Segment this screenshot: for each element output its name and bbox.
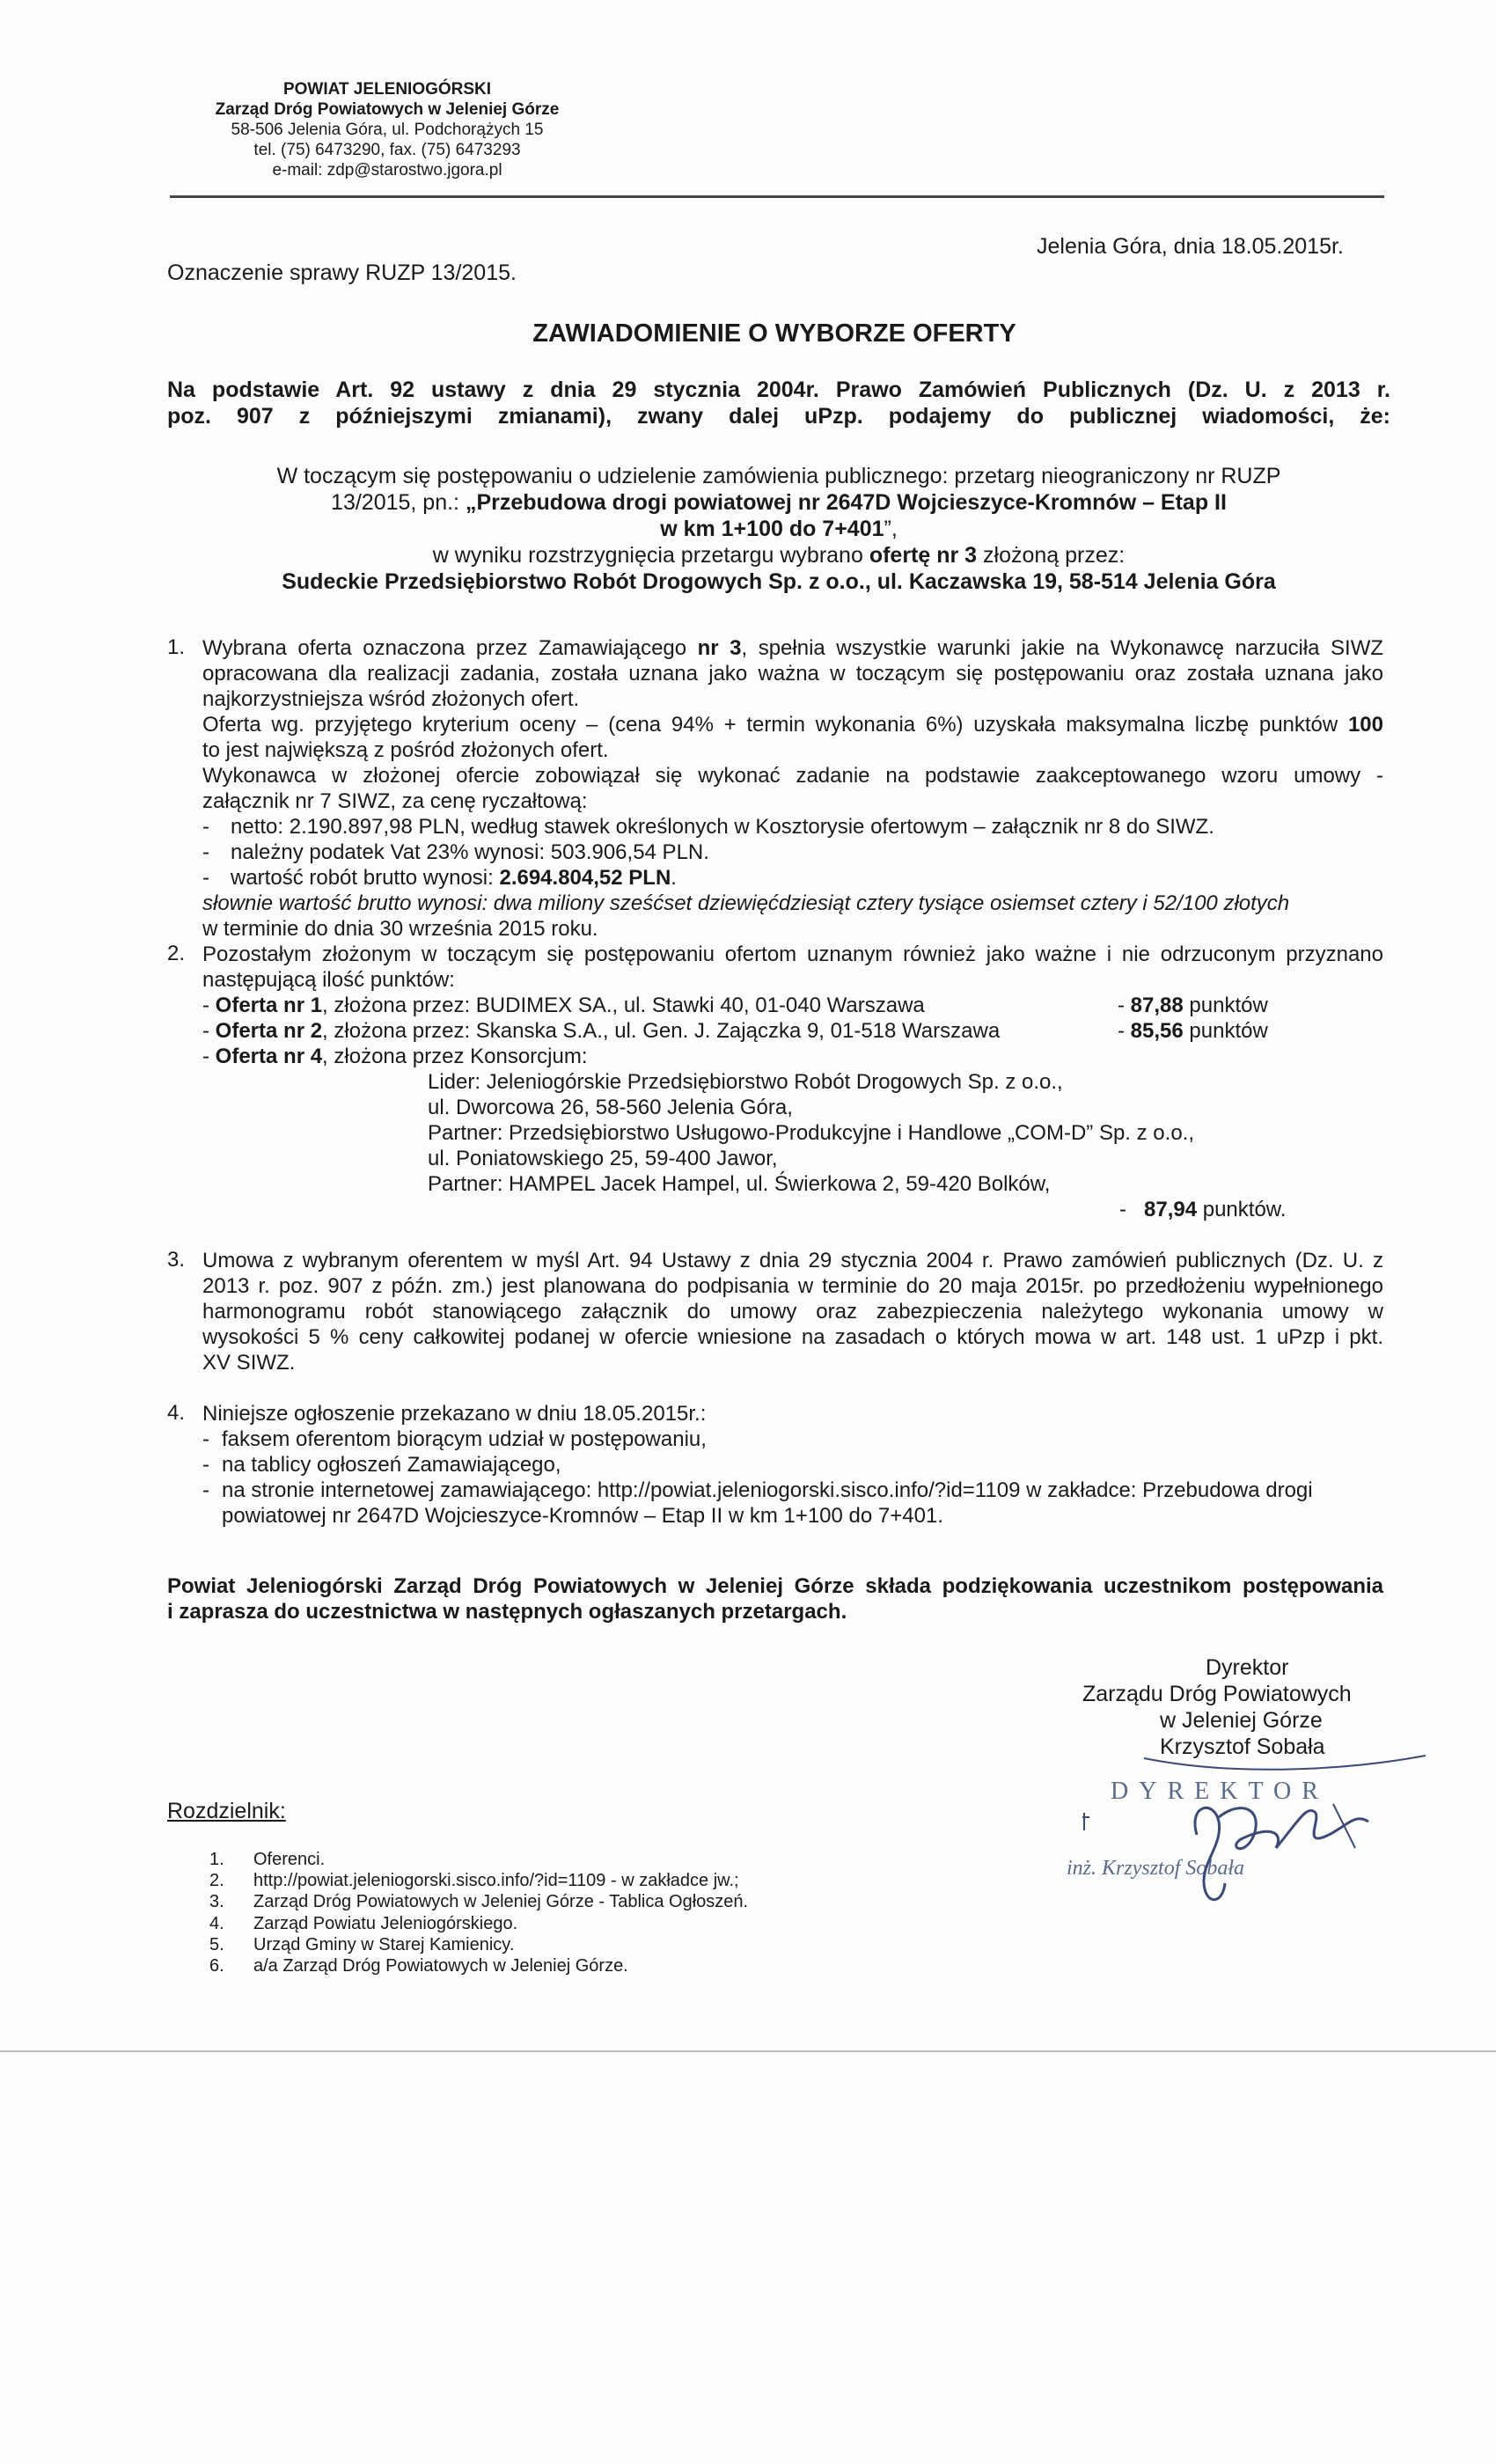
consortium-line: Partner: Przedsiębiorstwo Usługowo-Produkcyjne i Handlowe „COM-D” Sp. z o.o., xyxy=(428,1121,1194,1145)
closing-line1: Powiat Jeleniogórski Zarząd Dróg Powiatowych w Jeleniej Górze składa podziękowania uczestnikom postępowania xyxy=(167,1574,1383,1598)
case-reference: Oznaczenie sprawy RUZP 13/2015. xyxy=(167,260,517,285)
price-gross: - wartość robót brutto wynosi: 2.694.804,52 PLN. xyxy=(202,866,677,890)
legal-basis-line1: Na podstawie Art. 92 ustawy z dnia 29 stycznia 2004r. Prawo Zamówień Publicznych (Dz. U. z 2013 r. xyxy=(167,378,1390,402)
item-2 xyxy=(202,942,1383,993)
document-title: ZAWIADOMIENIE O WYBORZE OFERTY xyxy=(532,319,1016,348)
distribution-heading: Rozdzielnik: xyxy=(167,1799,286,1823)
intro-line4: w wyniku rozstrzygnięcia przetargu wybrano ofertę nr 3 złożoną przez: xyxy=(432,543,1126,568)
distribution-item: 1. Oferenci. xyxy=(209,1850,326,1869)
item3-line3: harmonogramu robót stanowiącego załącznik do umowy oraz zabezpieczenia należytego wykonania umowy w xyxy=(202,1300,1383,1324)
bullet-dash: - xyxy=(202,1427,209,1451)
item-3 xyxy=(202,1248,1383,1375)
item1-line6: Wykonawca w złożonej ofercie zobowiązał się wykonać zadanie na podstawie zaakceptowanego wzoru umowy - xyxy=(202,764,1383,788)
intro-block xyxy=(167,463,1390,595)
item3-line4: wysokości 5 % ceny całkowitej podanej w ofercie wniesione na zasadach o których mowa w art. 148 ust. 1 uPzp i pkt. xyxy=(202,1325,1383,1349)
offer-row-2: - Oferta nr 2, złożona przez: Skanska S.A., ul. Gen. J. Zajączka 9, 01-518 Warszawa xyxy=(202,1019,1001,1043)
item-number: 1. xyxy=(167,635,186,659)
item2-line1: Pozostałym złożonym w toczącym się postępowaniu ofertom uznanym również jako ważne i nie odrzuconym przyznano xyxy=(202,942,1383,966)
price-net: - netto: 2.190.897,98 PLN, według stawek określonych w Kosztorysie ofertowym – załącznik nr 8 do SIWZ. xyxy=(202,815,1214,839)
offer-row-1: - Oferta nr 1, złożona przez: BUDIMEX SA., ul. Stawki 40, 01-040 Warszawa xyxy=(202,994,925,1017)
price-in-words: słownie wartość brutto wynosi: dwa miliony sześćset dziewięćdziesiąt cztery tysiące osiemset cztery i 52/100 złotych xyxy=(202,891,1290,915)
item1-line5: to jest największą z pośród złożonych ofert. xyxy=(202,738,609,762)
header-divider xyxy=(170,195,1384,198)
letterhead xyxy=(167,79,607,180)
distribution-web-cont: powiatowej nr 2647D Wojcieszyce-Kromnów – Etap II w km 1+100 do 7+401. xyxy=(222,1504,943,1528)
item-4 xyxy=(202,1401,1383,1529)
item1-line7: załącznik nr 7 SIWZ, za cenę ryczałtową: xyxy=(202,789,588,813)
org-email: e-mail: zdp@starostwo.jgora.pl xyxy=(272,161,502,180)
price-vat: - należny podatek Vat 23% wynosi: 503.906,54 PLN. xyxy=(202,840,709,864)
offer-points-1: - 87,88 punktów xyxy=(1118,994,1268,1017)
intro-line3: w km 1+100 do 7+401”, xyxy=(660,517,898,541)
intro-line1: W toczącym się postępowaniu o udzielenie zamówienia publicznego: przetarg nieograniczony nr RUZP xyxy=(276,464,1281,488)
closing-statement xyxy=(167,1573,1383,1624)
item-number: 2. xyxy=(167,942,186,965)
signatory-city: w Jeleniej Górze xyxy=(1160,1708,1323,1733)
org-phone: tel. (75) 6473290, fax. (75) 6473293 xyxy=(253,141,521,159)
selected-contractor: Sudeckie Przedsiębiorstwo Robót Drogowych Sp. z o.o., ul. Kaczawska 19, 58-514 Jelenia Góra xyxy=(282,569,1276,594)
item-number: 3. xyxy=(167,1248,186,1272)
item3-line2: 2013 r. poz. 907 z późn. zm.) jest planowana do podpisania w terminie do 20 maja 2015r. po przedłożeniu wypełnionego xyxy=(202,1274,1383,1298)
item1-line1: Wybrana oferta oznaczona przez Zamawiającego nr 3, spełnia wszystkie warunki jakie na Wykonawcę narzuciła SIWZ xyxy=(202,636,1384,660)
offer-points-2: - 85,56 punktów xyxy=(1118,1019,1268,1043)
offer-points-4: - 87,94 punktów. xyxy=(1119,1198,1287,1221)
bullet-dash: - xyxy=(202,1478,209,1502)
consortium-line: Lider: Jeleniogórskie Przedsiębiorstwo Robót Drogowych Sp. z o.o., xyxy=(428,1070,1063,1094)
item1-line2: opracowana dla realizacji zadania, została uznana jako ważna w toczącym się postępowaniu oraz została uznana jako xyxy=(202,662,1383,686)
place-date: Jelenia Góra, dnia 18.05.2015r. xyxy=(1037,234,1344,259)
signatory-block xyxy=(1021,1654,1390,1760)
signatory-org: Zarządu Dróg Powiatowych xyxy=(1082,1682,1352,1706)
closing-line2: i zaprasza do uczestnictwa w następnych ogłaszanych przetargach. xyxy=(167,1600,847,1624)
bullet-dash: - xyxy=(202,866,209,890)
item1-line3: najkorzystniejsza wśród złożonych ofert. xyxy=(202,687,580,711)
distribution-fax: - faksem oferentom biorącym udział w postępowaniu, xyxy=(202,1427,707,1451)
item-1 xyxy=(202,635,1383,942)
director-stamp-title: DYREKTOR xyxy=(1111,1778,1329,1805)
bullet-dash: - xyxy=(202,1453,209,1477)
completion-deadline: w terminie do dnia 30 września 2015 roku. xyxy=(202,917,598,941)
consortium-line: ul. Poniatowskiego 25, 59-400 Jawor, xyxy=(428,1147,778,1170)
distribution-item: 4. Zarząd Powiatu Jeleniogórskiego. xyxy=(209,1913,518,1933)
org-unit: Zarząd Dróg Powiatowych w Jeleniej Górze xyxy=(215,100,560,119)
distribution-web: - na stronie internetowej zamawiającego: http://powiat.jeleniogorski.sisco.info/?id=1109 w zakładce: Przebudowa drogi xyxy=(202,1478,1313,1502)
distribution-board: - na tablicy ogłoszeń Zamawiającego, xyxy=(202,1453,561,1477)
item1-line4: Oferta wg. przyjętego kryterium oceny – (cena 94% + termin wykonania 6%) uzyskała maksymalna liczbę punktów 100 xyxy=(202,713,1383,737)
org-name: POWIAT JELENIOGÓRSKI xyxy=(282,80,492,99)
org-address: 58-506 Jelenia Góra, ul. Podchorążych 15 xyxy=(231,121,544,139)
item3-line1: Umowa z wybranym oferentem w myśl Art. 94 Ustawy z dnia 29 stycznia 2004 r. Prawo zamówień publicznych (Dz. U. z xyxy=(202,1249,1383,1272)
offer-row-4: - Oferta nr 4, złożona przez Konsorcjum: xyxy=(202,1045,588,1068)
director-stamp-name: inż. Krzysztof Sobała xyxy=(1067,1857,1245,1880)
consortium-members xyxy=(428,1069,1194,1197)
item-number: 4. xyxy=(167,1401,186,1425)
legal-basis xyxy=(167,377,1390,429)
bullet-dash: - xyxy=(202,840,209,864)
bullet-dash: - xyxy=(202,815,209,839)
signatory-name: Krzysztof Sobała xyxy=(1160,1734,1325,1759)
intro-line2: 13/2015, pn.: „Przebudowa drogi powiatowej nr 2647D Wojcieszyce-Kromnów – Etap II xyxy=(331,490,1227,515)
legal-basis-line2: poz. 907 z późniejszymi zmianami), zwany dalej uPzp. podajemy do publicznej wiadomości, że: xyxy=(167,404,1390,429)
signatory-title: Dyrektor xyxy=(1206,1655,1289,1680)
item4-line1: Niniejsze ogłoszenie przekazano w dniu 18.05.2015r.: xyxy=(202,1402,707,1426)
scan-bottom-edge xyxy=(0,2050,1496,2052)
distribution-item: 5. Urząd Gminy w Starej Kamienicy. xyxy=(209,1934,515,1954)
distribution-list xyxy=(209,1849,748,1976)
distribution-item: 2. http://powiat.jeleniogorski.sisco.info/?id=1109 - w zakładce jw.; xyxy=(209,1871,739,1891)
handwritten-signature xyxy=(1065,1751,1434,1918)
item2-line2: następującą ilość punktów: xyxy=(202,968,455,992)
distribution-item: 6. a/a Zarząd Dróg Powiatowych w Jeleniej Górze. xyxy=(209,1956,628,1976)
consortium-line: Partner: HAMPEL Jacek Hampel, ul. Świerkowa 2, 59-420 Bolków, xyxy=(428,1172,1051,1196)
distribution-item: 3. Zarząd Dróg Powiatowych w Jeleniej Górze - Tablica Ogłoszeń. xyxy=(209,1892,749,1912)
item3-line5: XV SIWZ. xyxy=(202,1351,296,1375)
consortium-line: ul. Dworcowa 26, 58-560 Jelenia Góra, xyxy=(428,1096,793,1119)
